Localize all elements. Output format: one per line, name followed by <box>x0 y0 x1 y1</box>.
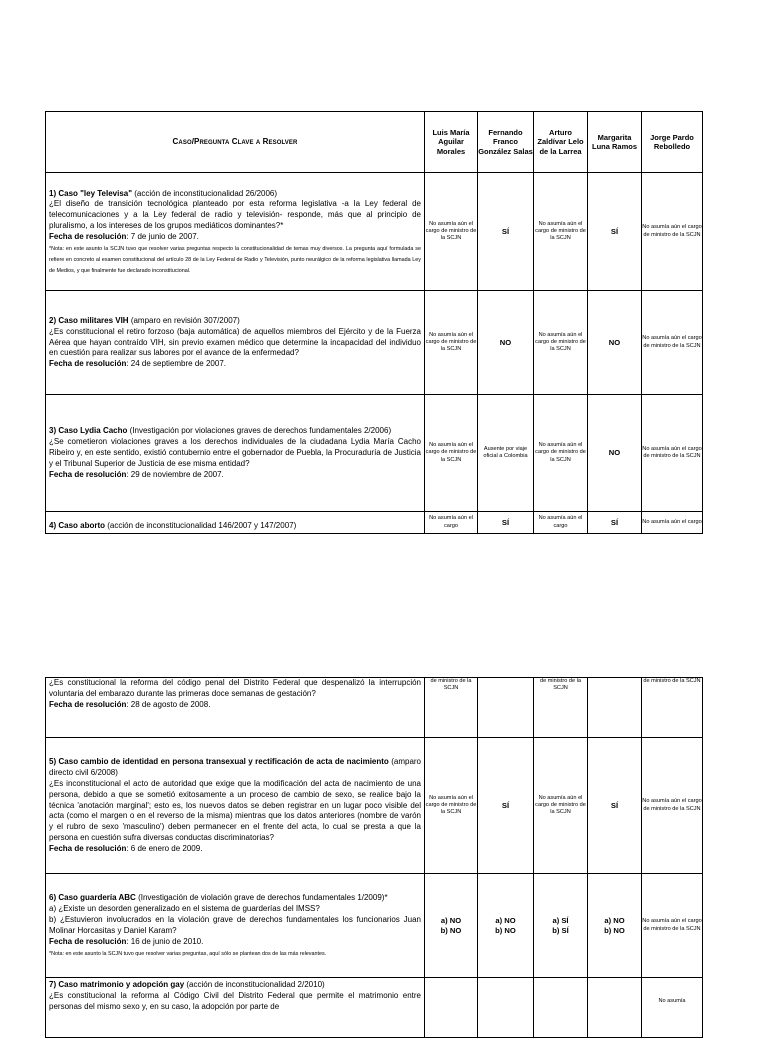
case-question: ¿Es constitucional el retiro forzoso (baja automática) de aquellos miembros del Ejército y de la Fuerza Aérea que hayan contraído VIH, sin previo examen médico que determine la incapacidad del individuo en cuestión para realizar sus labores por el avance de la enfermedad? <box>49 326 421 358</box>
case-question-b: b) ¿Estuvieron involucrados en la violación grave de derechos fundamentales los funcionarios Juan Molinar Horcasitas y Daniel Karam? <box>49 915 421 935</box>
vote-cell: de ministro de la SCJN <box>642 678 703 738</box>
date-label: Fecha de resolución <box>49 469 127 479</box>
vote-b: b) NO <box>440 925 462 935</box>
vote-cell: No asumía aún el cargo de ministro de la SCJN <box>534 738 588 874</box>
case-question: ¿Es constitucional la reforma al Código Civil del Distrito Federal que permite el matrimonio entre personas del mismo sexo y, en su caso, la adopción por parte de <box>49 990 421 1011</box>
vote-cell: No asumía aún el cargo de ministro de la SCJN <box>534 395 588 512</box>
vote-cell: SÍ <box>478 738 534 874</box>
resolution-date: : 29 de noviembre de 2007. <box>126 469 224 479</box>
case-title: 4) Caso aborto <box>49 521 106 531</box>
vote-cell <box>425 874 478 978</box>
table-row <box>46 173 703 291</box>
vote-cell <box>588 874 642 978</box>
case-cell <box>46 291 425 395</box>
case-subtitle: (acción de inconstitucionalidad 146/2007 y 147/2007) <box>105 521 297 531</box>
table-row <box>46 291 703 395</box>
table-row <box>46 395 703 512</box>
resolution-date: : 7 de junio de 2007. <box>126 232 199 241</box>
vote-cell: No asumía aún el cargo de ministro de la SCJN <box>642 395 703 512</box>
case-title: 5) Caso cambio de identidad en persona transexual y rectificación de acta de nacimiento <box>49 757 389 767</box>
date-label: Fecha de resolución <box>49 699 127 709</box>
vote-cell <box>588 978 642 1038</box>
vote-cell <box>534 978 588 1038</box>
vote-cell: No asumía aún el cargo de ministro de la SCJN <box>425 738 478 874</box>
case-title: 7) Caso matrimonio y adopción gay <box>49 980 185 989</box>
vote-cell: No asumía aún el cargo de ministro de la SCJN <box>425 173 478 291</box>
table-header-row <box>46 112 703 173</box>
vote-b: b) NO <box>604 925 625 935</box>
vote-cell <box>534 874 588 978</box>
vote-cell: No asumía aún el cargo de ministro de la SCJN <box>642 738 703 874</box>
case-question: ¿Es constitucional la reforma del código penal del Distrito Federal que despenalizó la interrupción voluntaria del embarazo durante las primeras doce semanas de gestación? <box>49 678 421 698</box>
vote-cell <box>478 978 534 1038</box>
case-column-header: Caso/Pregunta Clave a Resolver <box>46 112 425 173</box>
vote-cell: SÍ <box>588 173 642 291</box>
date-label: Fecha de resolución <box>49 936 127 946</box>
case-title: 1) Caso "ley Televisa" <box>49 188 133 198</box>
vote-cell: Ausente por viaje oficial a Colombia <box>478 395 534 512</box>
case-subtitle: (Investigación por violaciones graves de derechos fundamentales 2/2006) <box>127 426 392 436</box>
resolution-date: : 24 de septiembre de 2007. <box>126 359 226 369</box>
vote-cell: No asumía aún el cargo de ministro de la SCJN <box>425 395 478 512</box>
resolution-date: : 28 de agosto de 2008. <box>126 699 211 709</box>
cases-table-top <box>45 111 703 534</box>
minister-header: Luis María Aguilar Morales <box>425 112 478 173</box>
case-question-a: a) ¿Existe un desorden generalizado en el sistema de guarderías del IMSS? <box>49 904 320 914</box>
case-cell <box>46 738 425 874</box>
case-cell <box>46 678 425 738</box>
vote-cell: SÍ <box>588 738 642 874</box>
resolution-date: : 16 de junio de 2010. <box>126 936 204 946</box>
vote-cell: NO <box>478 291 534 395</box>
vote-cell: de ministro de la SCJN <box>425 678 478 738</box>
table-row <box>46 738 703 874</box>
vote-cell <box>478 678 534 738</box>
case-question: ¿Es inconstitucional el acto de autoridad que exige que la modificación del acta de nacimiento de una persona, debido a que se sometió exitosamente a un proceso de cambio de sexo, se realice bajo la técnica 'anotación marginal'; esto es, los nuevos datos se deben registrar en un lugar poco visible del acta (como el margen o en el reverso de la misma) mientras que los datos anteriores (nombre de varón y el rubro de sexo 'masculino') deben permanecer en el frente del acta, lo cual se presta a que la persona en cuestión sufra diversas conductas discriminatorias? <box>49 778 421 843</box>
vote-cell: NO <box>588 291 642 395</box>
minister-header: Arturo Zaldívar Lelo de la Larrea <box>534 112 588 173</box>
vote-cell: No asumía aún el cargo <box>534 512 588 534</box>
vote-b: b) SÍ <box>552 925 569 935</box>
date-label: Fecha de resolución <box>49 232 127 241</box>
case-question: ¿El diseño de transición tecnológica planteado por esta reforma legislativa -a la Ley federal de telecomunicaciones y a la Ley federal de radio y televisión- responde, más que al principio de pluralismo, a los intereses de los grupos mediáticos dominantes?* <box>49 199 421 231</box>
vote-cell <box>425 978 478 1038</box>
case-subtitle: (amparo en revisión 307/2007) <box>128 315 240 325</box>
date-label: Fecha de resolución <box>49 359 127 369</box>
case-cell <box>46 874 425 978</box>
vote-cell: No asumía aún el cargo de ministro de la SCJN <box>534 291 588 395</box>
vote-a: a) NO <box>604 915 625 925</box>
table-row <box>46 678 703 738</box>
vote-cell <box>478 874 534 978</box>
vote-a: a) NO <box>495 915 516 925</box>
vote-cell: No asumía aún el cargo de ministro de la SCJN <box>425 291 478 395</box>
resolution-date: : 6 de enero de 2009. <box>126 844 203 854</box>
case-title: 2) Caso militares VIH <box>49 315 129 325</box>
vote-a: a) SÍ <box>552 915 569 925</box>
case-cell <box>46 978 425 1038</box>
minister-header: Jorge Pardo Rebolledo <box>642 112 703 173</box>
case-note: *Nota: en este asunto la SCJN tuvo que resolver varias preguntas, aquí sólo se plantean dos de las más relevantes. <box>49 950 327 957</box>
case-subtitle: (acción de inconstitucionalidad 2/2010) <box>184 980 325 989</box>
case-title: 6) Caso guardería ABC <box>49 893 136 903</box>
vote-cell: No asumía aún el cargo de ministro de la SCJN <box>642 874 703 978</box>
case-cell <box>46 173 425 291</box>
vote-cell: SÍ <box>478 173 534 291</box>
vote-cell: SÍ <box>588 512 642 534</box>
vote-cell: de ministro de la SCJN <box>534 678 588 738</box>
case-cell <box>46 395 425 512</box>
case-subtitle: (acción de inconstitucionalidad 26/2006) <box>132 188 278 198</box>
case-question: ¿Se cometieron violaciones graves a los derechos individuales de la ciudadana Lydia María Cacho Ribeiro y, en este sentido, existió contubernio entre el gobernador de Puebla, la Procuraduría de Justicia y el Tribunal Superior de Justicia de ese misma entidad? <box>49 437 421 468</box>
vote-a: a) NO <box>440 915 462 925</box>
date-label: Fecha de resolución <box>49 844 127 854</box>
cases-table-continued <box>45 677 703 1038</box>
table-row <box>46 978 703 1038</box>
case-title: 3) Caso Lydia Cacho <box>49 426 128 436</box>
table-row <box>46 874 703 978</box>
vote-cell: No asumía aún el cargo <box>425 512 478 534</box>
case-subtitle: (Investigación de violación grave de derechos fundamentales 1/2009)* <box>135 893 388 903</box>
minister-header: Margarita Luna Ramos <box>588 112 642 173</box>
case-cell <box>46 512 425 534</box>
vote-cell: SÍ <box>478 512 534 534</box>
vote-cell: No asumía aún el cargo de ministro de la SCJN <box>534 173 588 291</box>
vote-cell: No asumía <box>642 978 703 1038</box>
vote-cell: No asumía aún el cargo <box>642 512 703 534</box>
vote-cell: No asumía aún el cargo de ministro de la SCJN <box>642 173 703 291</box>
minister-header: Fernando Franco González Salas <box>478 112 534 173</box>
vote-cell: NO <box>588 395 642 512</box>
vote-b: b) NO <box>495 925 516 935</box>
case-note: *Nota: en este asunto la SCJN tuvo que resolver varias preguntas respecto la constitucionalidad de temas muy diversos. La pregunta aquí formulada se refiere en concreto al examen constitucional del artículo 28 de la Ley Federal de Radio y Televisión, punto neurálgico de la reforma legislativa llamada Ley de Medios, y que finalmente fue declarado inconstitucional. <box>49 245 421 274</box>
table-row <box>46 512 703 534</box>
vote-cell: No asumía aún el cargo de ministro de la SCJN <box>642 291 703 395</box>
case-subtitle: (amparo directo civil 6/2008) <box>49 757 422 777</box>
vote-cell <box>588 678 642 738</box>
